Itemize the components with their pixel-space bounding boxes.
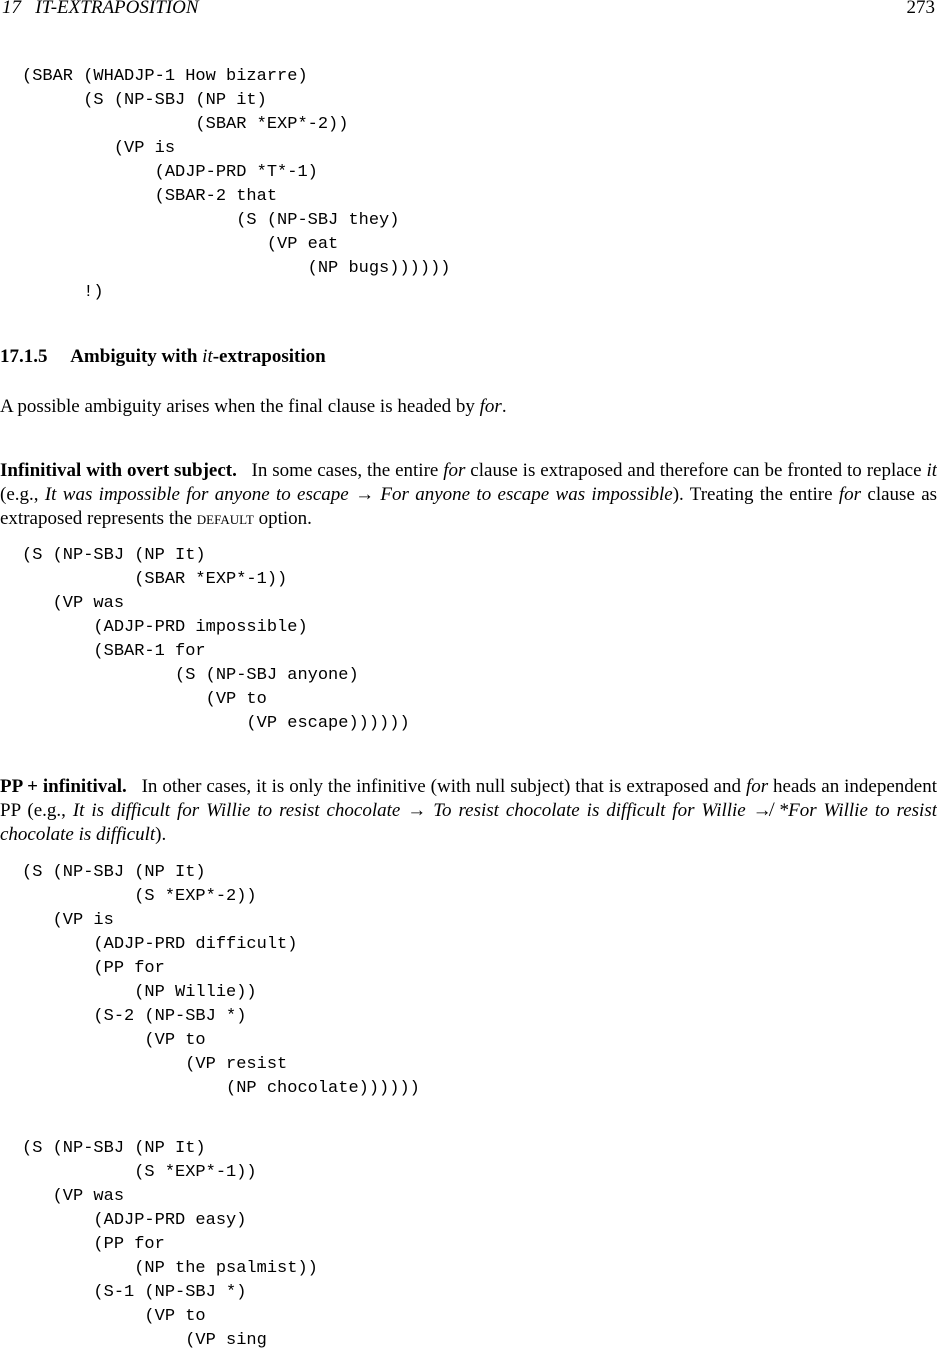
intro-italic: for <box>479 396 502 417</box>
pp-italic-1: for <box>745 776 769 797</box>
page-number: 273 <box>906 0 935 18</box>
intro-text: A possible ambiguity arises when the final clause is headed by <box>0 396 480 417</box>
infinitival-example-2: For anyone to escape was impossible <box>380 484 673 505</box>
pp-infinitival-paragraph <box>0 775 937 847</box>
section-heading <box>0 345 326 369</box>
running-header-chapter: 17 IT-EXTRAPOSITION <box>2 0 199 18</box>
pp-text-1: In other cases, it is only the infinitive (with null subject) that is extraposed and <box>141 776 746 797</box>
not-right-arrow-icon: ↛ <box>745 800 779 821</box>
tree-difficult: (S (NP-SBJ (NP It) (S *EXP*-2)) (VP is (ADJP-PRD difficult) (PP for (NP Willie)) (S-2 (NP-SBJ *) (VP to (VP resist (NP chocolate)))))) <box>22 863 420 1098</box>
pp-text-3: ). <box>155 824 167 845</box>
infinitival-italic-2: it <box>926 460 937 481</box>
infinitival-text-5: clause as extraposed represents the <box>0 484 937 529</box>
section-title-italic: it <box>202 346 213 367</box>
section-title-after: -extraposition <box>212 346 326 367</box>
infinitival-italic-5: for <box>838 484 862 505</box>
intro-paragraph <box>0 395 937 419</box>
pp-text-2: heads an independent PP (e.g., <box>0 776 937 821</box>
infinitival-text-6: option. <box>253 508 312 529</box>
infinitival-text-4: ). Treating the entire <box>672 484 839 505</box>
pp-example-2: To resist chocolate is difficult for Willie <box>433 800 746 821</box>
tree-how-bizarre: (SBAR (WHADJP-1 How bizarre) (S (NP-SBJ (NP it) (SBAR *EXP*-2)) (VP is (ADJP-PRD *T*-1) (SBAR-2 that (S (NP-SBJ they) (VP eat (NP bugs)))))) !) <box>22 67 451 302</box>
tree-easy: (S (NP-SBJ (NP It) (S *EXP*-1)) (VP was (ADJP-PRD easy) (PP for (NP the psalmist)) (S-1 (NP-SBJ *) (VP to (VP sing <box>22 1139 318 1350</box>
default-smallcaps: default <box>196 508 254 529</box>
pp-example-3: *For Willie to resist chocolate is difficult <box>0 800 937 845</box>
infinitival-example-1: It was impossible for anyone to escape <box>44 484 349 505</box>
tree-impossible: (S (NP-SBJ (NP It) (SBAR *EXP*-1)) (VP was (ADJP-PRD impossible) (SBAR-1 for (S (NP-SBJ anyone) (VP to (VP escape)))))) <box>22 546 410 733</box>
pp-infinitival-heading: PP + infinitival. <box>0 776 127 797</box>
pp-example-1: It is difficult for Willie to resist chocolate <box>72 800 401 821</box>
intro-end: . <box>501 396 507 417</box>
infinitival-text-3: (e.g., <box>0 484 45 505</box>
infinitival-heading: Infinitival with overt subject. <box>0 460 237 481</box>
section-number: 17.1.5 <box>0 346 48 367</box>
infinitival-text-2: clause is extraposed and therefore can be fronted to replace <box>465 460 927 481</box>
infinitival-text-1: In some cases, the entire <box>251 460 444 481</box>
section-title-before: Ambiguity with <box>70 346 203 367</box>
right-arrow-icon: → <box>348 484 381 505</box>
right-arrow-icon: → <box>400 800 434 821</box>
infinitival-paragraph <box>0 459 937 531</box>
infinitival-italic-1: for <box>443 460 466 481</box>
